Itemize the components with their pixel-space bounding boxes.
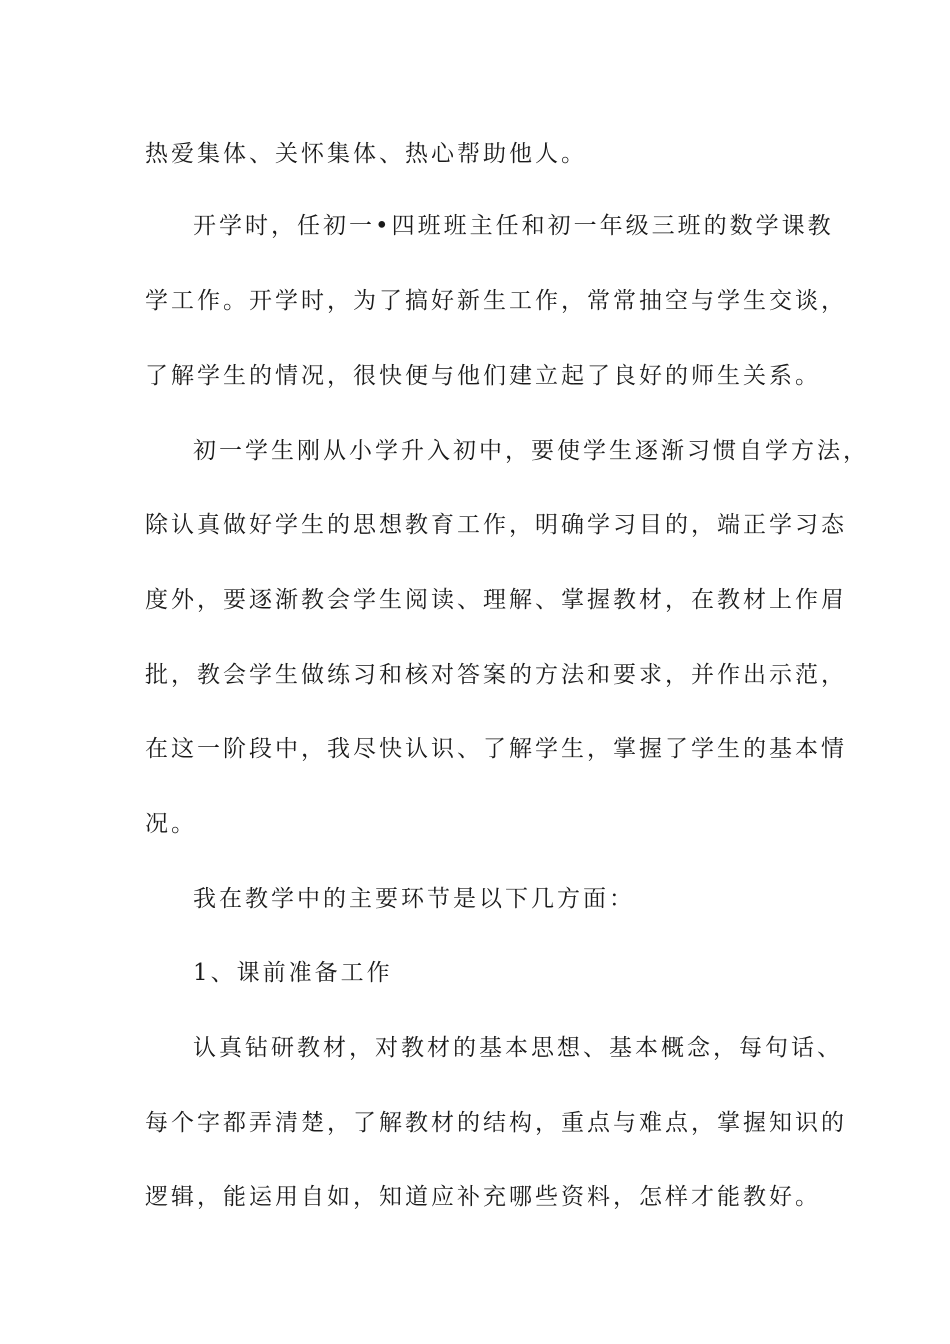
paragraph-line: 在这一阶段中，我尽快认识、了解学生，掌握了学生的基本情 [145,736,847,762]
paragraph-line: 况。 [145,811,197,837]
paragraph-line: 批，教会学生做练习和核对答案的方法和要求，并作出示范， [145,662,847,688]
paragraph-line: 度外，要逐渐教会学生阅读、理解、掌握教材，在教材上作眉 [145,587,847,613]
paragraph-line: 认真钻研教材，对教材的基本思想、基本概念，每句话、 [193,1035,843,1061]
paragraph-line: 逻辑，能运用自如，知道应补充哪些资料，怎样才能教好。 [145,1184,821,1210]
paragraph-line: 每个字都弄清楚，了解教材的结构，重点与难点，掌握知识的 [145,1110,847,1136]
paragraph-line: 学工作。开学时，为了搞好新生工作，常常抽空与学生交谈， [145,288,847,314]
paragraph-line: 除认真做好学生的思想教育工作，明确学习目的，端正学习态 [145,512,847,538]
paragraph-line: 开学时，任初一•四班班主任和初一年级三班的数学课教 [193,213,834,239]
paragraph-line: 热爱集体、关怀集体、热心帮助他人。 [145,141,587,167]
paragraph-line: 了解学生的情况，很快便与他们建立起了良好的师生关系。 [145,363,821,389]
paragraph-line: 我在教学中的主要环节是以下几方面： [193,886,635,912]
paragraph-line: 初一学生刚从小学升入初中，要使学生逐渐习惯自学方法， [193,438,869,464]
section-heading: 1、课前准备工作 [193,960,393,986]
